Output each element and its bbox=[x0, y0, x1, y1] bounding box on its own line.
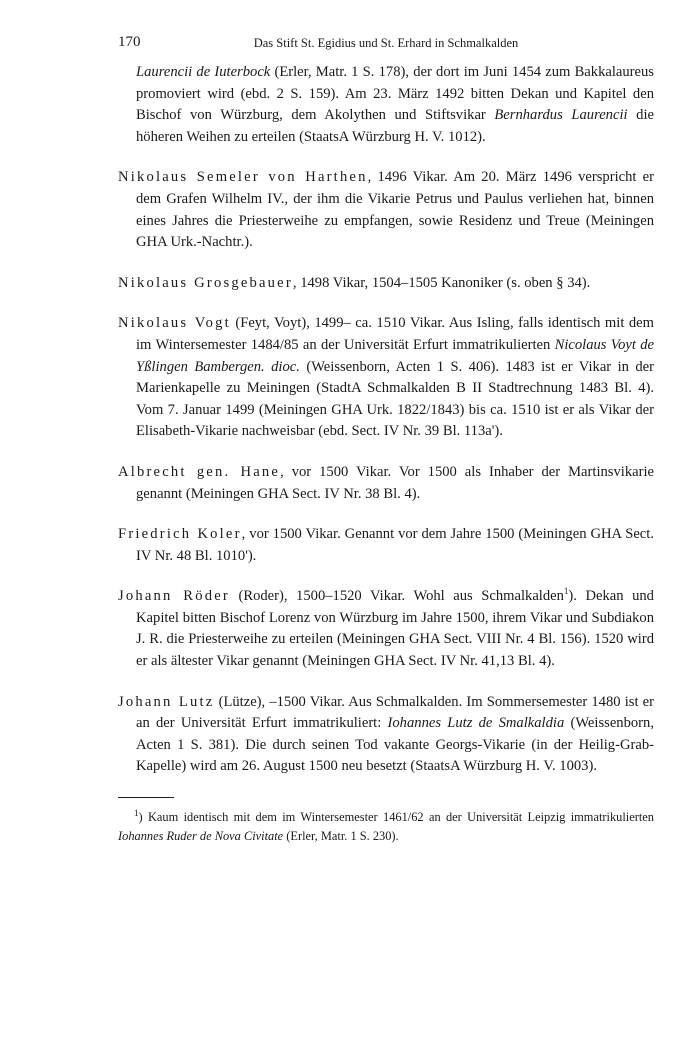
person-name: Friedrich Koler bbox=[118, 526, 242, 543]
entry-text: (Weissenborn, Acten 1 S. 381). Die durch seinen Tod vakante Georgs-Vikarie (in der Heilig-Grab-Kapelle) wird am 26. August 1500 neu besetzt (StaatsA Würzburg H. V. 1003). bbox=[136, 715, 654, 775]
entry-continuation bbox=[118, 62, 654, 148]
book-page bbox=[118, 34, 654, 846]
entry-text: , vor 1500 Vikar. Vor 1500 als Inhaber der Martinsvikarie genannt (Meiningen GHA Sect. IV Nr. 38 Bl. 4). bbox=[136, 463, 655, 502]
entry-text: (Erler, Matr. 1 S. 178), der dort im Juni 1454 zum Bakkalaureus promoviert wird (ebd. 2 S. 159). Am 23. März 1492 bitten Dekan und Kapitel den Bischof von Würzburg, dem Akolythen und Stiftsvikar bbox=[136, 64, 654, 124]
entry-text: (Erler, Matr. 1 S. 230). bbox=[283, 829, 399, 844]
footnote bbox=[118, 808, 654, 846]
person-name: Nikolaus Grosgebauer bbox=[118, 274, 293, 291]
italic-citation: Laurencii de Iuterbock bbox=[136, 64, 271, 80]
entry-list bbox=[118, 62, 654, 778]
person-name: Johann Röder bbox=[118, 588, 230, 605]
entry-nikolaus-semeler bbox=[118, 167, 654, 253]
entry-nikolaus-grosgebauer bbox=[118, 273, 654, 295]
italic-citation: Bernhardus Laurencii bbox=[494, 107, 628, 124]
person-name: Albrecht gen. Hane bbox=[118, 463, 281, 480]
person-name: Nikolaus Vogt bbox=[118, 315, 231, 332]
footnote-marker: 1 bbox=[134, 807, 139, 818]
italic-citation: Iohannes Ruder de Nova Civitate bbox=[118, 829, 284, 844]
entry-nikolaus-vogt bbox=[118, 313, 654, 443]
entry-text: , 1496 Vikar. Am 20. März 1496 verspricht er dem Grafen Wilhelm IV., der ihm die Vikarie Petrus und Paulus verliehen hat, binnen eines Jahres die Priesterweihe zu empfangen, sowie Residenz und Treue (Meiningen GHA Urk.-Nachtr.). bbox=[136, 169, 655, 251]
entry-friedrich-koler bbox=[118, 524, 654, 567]
entry-text: , vor 1500 Vikar. Genannt vor dem Jahre 1500 (Meiningen GHA Sect. IV Nr. 48 Bl. 1010'). bbox=[136, 526, 654, 564]
person-name: Johann Lutz bbox=[118, 693, 215, 710]
entry-johann-roeder bbox=[118, 586, 654, 672]
running-head bbox=[118, 34, 654, 56]
running-title: Das Stift St. Egidius und St. Erhard in Schmalkalden bbox=[253, 36, 519, 50]
entry-text: ). Dekan und Kapitel bitten Bischof Lorenz von Würzburg im Jahre 1500, ihrem Vikar und Subdiakon J. R. die Priesterweihe zu erteilen (Meiningen GHA Sect. VIII Nr. 4 Bl. 156). 1520 wird er als ältester Vikar genannt (Meiningen GHA Sect. IV Nr. 41,13 Bl. 4). bbox=[136, 588, 654, 670]
footnote-reference: 1 bbox=[563, 586, 569, 597]
person-name: Nikolaus Semeler von Harthen bbox=[118, 169, 368, 186]
entry-text: (Roder), 1500–1520 Vikar. Wohl aus Schmalkalden bbox=[229, 588, 564, 605]
italic-citation: Nicolaus Voyt de Yßlingen Bambergen. dioc. bbox=[136, 336, 654, 375]
footnote-divider bbox=[118, 797, 174, 798]
entry-text: (Lütze), –1500 Vikar. Aus Schmalkalden. Im Sommersemester 1480 ist er an der Universität Erfurt immatrikuliert: bbox=[136, 693, 654, 732]
entry-text: (Feyt, Voyt), 1499– ca. 1510 Vikar. Aus Isling, falls identisch mit dem im Wintersemester 1484/85 an der Universität Erfurt immatrikulierten bbox=[136, 315, 654, 353]
entry-text: , 1498 Vikar, 1504–1505 Kanoniker (s. oben § 34). bbox=[292, 274, 591, 291]
entry-text: ) Kaum identisch mit dem im Wintersemester 1461/62 an der Universität Leipzig immatrikulierten bbox=[138, 810, 654, 825]
page-number: 170 bbox=[118, 34, 141, 50]
entry-text: die höheren Weihen zu erteilen (StaatsA Würzburg H. V. 1012). bbox=[136, 107, 655, 145]
entry-albrecht-hane bbox=[118, 462, 654, 505]
entry-johann-lutz bbox=[118, 692, 654, 778]
italic-citation: Iohannes Lutz de Smalkaldia bbox=[387, 715, 565, 732]
entry-text: (Weissenborn, Acten 1 S. 406). 1483 ist er Vikar in der Marienkapelle zu Meiningen (StadtA Schmalkalden B II Stadtrechnung 1483 Bl. 4). Vom 7. Januar 1499 (Meiningen GHA Urk. 1822/1843) bis ca. 1510 ist er als Vikar der Elisabeth-Vikarie nachweisbar (ebd. Sect. IV Nr. 39 Bl. 113a'). bbox=[136, 358, 654, 440]
